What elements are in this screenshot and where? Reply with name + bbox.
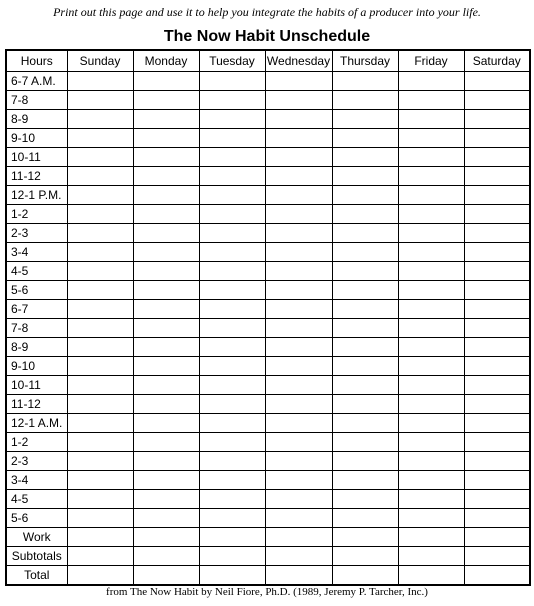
cell-saturday (464, 300, 530, 319)
hour-label: 11-12 (6, 167, 67, 186)
cell-wednesday (265, 281, 332, 300)
cell-friday (398, 376, 464, 395)
cell-friday (398, 433, 464, 452)
hour-label: 5-6 (6, 509, 67, 528)
cell-thursday (332, 338, 398, 357)
cell-monday (133, 528, 199, 547)
cell-tuesday (199, 471, 265, 490)
hour-label: 8-9 (6, 110, 67, 129)
cell-sunday (67, 376, 133, 395)
cell-thursday (332, 490, 398, 509)
cell-sunday (67, 167, 133, 186)
column-header-tuesday: Tuesday (199, 50, 265, 72)
cell-wednesday (265, 148, 332, 167)
cell-thursday (332, 148, 398, 167)
cell-tuesday (199, 186, 265, 205)
cell-saturday (464, 471, 530, 490)
cell-saturday (464, 167, 530, 186)
cell-wednesday (265, 547, 332, 566)
hour-label: 1-2 (6, 205, 67, 224)
cell-sunday (67, 433, 133, 452)
hour-label: Work (6, 528, 67, 547)
cell-thursday (332, 91, 398, 110)
cell-monday (133, 547, 199, 566)
cell-thursday (332, 566, 398, 586)
cell-monday (133, 452, 199, 471)
hour-label: 12-1 A.M. (6, 414, 67, 433)
table-row (6, 167, 530, 186)
cell-thursday (332, 167, 398, 186)
cell-thursday (332, 319, 398, 338)
cell-friday (398, 300, 464, 319)
cell-saturday (464, 357, 530, 376)
cell-monday (133, 110, 199, 129)
cell-saturday (464, 509, 530, 528)
cell-thursday (332, 72, 398, 91)
cell-saturday (464, 376, 530, 395)
cell-friday (398, 528, 464, 547)
cell-wednesday (265, 452, 332, 471)
cell-monday (133, 72, 199, 91)
cell-monday (133, 281, 199, 300)
cell-thursday (332, 528, 398, 547)
cell-friday (398, 395, 464, 414)
cell-friday (398, 509, 464, 528)
cell-friday (398, 205, 464, 224)
table-row (6, 414, 530, 433)
unschedule-table (5, 49, 531, 586)
schedule-body (6, 72, 530, 586)
cell-saturday (464, 281, 530, 300)
table-row (6, 509, 530, 528)
table-row (6, 300, 530, 319)
cell-friday (398, 414, 464, 433)
cell-wednesday (265, 186, 332, 205)
cell-tuesday (199, 243, 265, 262)
table-row (6, 395, 530, 414)
cell-wednesday (265, 528, 332, 547)
hour-label: 5-6 (6, 281, 67, 300)
table-row (6, 490, 530, 509)
cell-wednesday (265, 300, 332, 319)
cell-sunday (67, 110, 133, 129)
cell-saturday (464, 490, 530, 509)
cell-monday (133, 566, 199, 586)
cell-friday (398, 281, 464, 300)
cell-sunday (67, 509, 133, 528)
cell-friday (398, 566, 464, 586)
column-header-thursday: Thursday (332, 50, 398, 72)
cell-monday (133, 243, 199, 262)
cell-tuesday (199, 148, 265, 167)
cell-saturday (464, 262, 530, 281)
cell-sunday (67, 547, 133, 566)
cell-sunday (67, 490, 133, 509)
cell-monday (133, 148, 199, 167)
cell-saturday (464, 319, 530, 338)
cell-friday (398, 72, 464, 91)
table-row (6, 452, 530, 471)
cell-wednesday (265, 490, 332, 509)
cell-monday (133, 414, 199, 433)
cell-wednesday (265, 414, 332, 433)
table-row (6, 433, 530, 452)
cell-saturday (464, 91, 530, 110)
cell-monday (133, 433, 199, 452)
cell-saturday (464, 528, 530, 547)
cell-tuesday (199, 452, 265, 471)
hour-label: 8-9 (6, 338, 67, 357)
cell-tuesday (199, 167, 265, 186)
cell-sunday (67, 281, 133, 300)
header-row (6, 50, 530, 72)
cell-tuesday (199, 262, 265, 281)
table-row (6, 224, 530, 243)
hour-label: 3-4 (6, 243, 67, 262)
cell-thursday (332, 281, 398, 300)
hour-label: 10-11 (6, 376, 67, 395)
column-header-hours: Hours (6, 50, 67, 72)
table-row (6, 547, 530, 566)
table-row (6, 471, 530, 490)
hour-label: 2-3 (6, 452, 67, 471)
cell-friday (398, 148, 464, 167)
cell-monday (133, 319, 199, 338)
cell-tuesday (199, 72, 265, 91)
cell-tuesday (199, 528, 265, 547)
cell-thursday (332, 110, 398, 129)
table-row (6, 566, 530, 586)
cell-saturday (464, 110, 530, 129)
cell-wednesday (265, 72, 332, 91)
cell-wednesday (265, 91, 332, 110)
cell-friday (398, 338, 464, 357)
table-row (6, 357, 530, 376)
cell-monday (133, 91, 199, 110)
cell-saturday (464, 186, 530, 205)
cell-sunday (67, 319, 133, 338)
cell-sunday (67, 471, 133, 490)
cell-saturday (464, 148, 530, 167)
cell-friday (398, 167, 464, 186)
cell-friday (398, 224, 464, 243)
cell-monday (133, 471, 199, 490)
cell-sunday (67, 205, 133, 224)
table-row (6, 338, 530, 357)
cell-friday (398, 91, 464, 110)
cell-sunday (67, 224, 133, 243)
cell-thursday (332, 395, 398, 414)
cell-tuesday (199, 395, 265, 414)
page-title: The Now Habit Unschedule (163, 28, 371, 45)
cell-saturday (464, 452, 530, 471)
cell-monday (133, 509, 199, 528)
cell-monday (133, 205, 199, 224)
cell-wednesday (265, 110, 332, 129)
cell-wednesday (265, 224, 332, 243)
table-row (6, 281, 530, 300)
cell-tuesday (199, 224, 265, 243)
cell-friday (398, 547, 464, 566)
hour-label: 4-5 (6, 490, 67, 509)
footer-citation: from The Now Habit by Neil Fiore, Ph.D. (1989, Jeremy P. Tarcher, Inc.) (106, 586, 428, 598)
cell-thursday (332, 129, 398, 148)
cell-monday (133, 300, 199, 319)
cell-saturday (464, 414, 530, 433)
cell-tuesday (199, 357, 265, 376)
cell-monday (133, 338, 199, 357)
column-header-monday: Monday (133, 50, 199, 72)
cell-sunday (67, 395, 133, 414)
cell-sunday (67, 338, 133, 357)
cell-thursday (332, 262, 398, 281)
cell-friday (398, 243, 464, 262)
cell-sunday (67, 414, 133, 433)
cell-sunday (67, 186, 133, 205)
cell-tuesday (199, 433, 265, 452)
cell-thursday (332, 414, 398, 433)
cell-sunday (67, 357, 133, 376)
cell-friday (398, 186, 464, 205)
hour-label: 4-5 (6, 262, 67, 281)
hour-label: Total (6, 566, 67, 586)
cell-sunday (67, 566, 133, 586)
cell-thursday (332, 300, 398, 319)
cell-friday (398, 262, 464, 281)
column-header-saturday: Saturday (464, 50, 530, 72)
cell-sunday (67, 528, 133, 547)
cell-wednesday (265, 509, 332, 528)
cell-wednesday (265, 262, 332, 281)
cell-wednesday (265, 433, 332, 452)
cell-saturday (464, 547, 530, 566)
cell-wednesday (265, 129, 332, 148)
cell-wednesday (265, 167, 332, 186)
cell-thursday (332, 509, 398, 528)
cell-friday (398, 319, 464, 338)
cell-tuesday (199, 338, 265, 357)
hour-label: 6-7 (6, 300, 67, 319)
cell-tuesday (199, 281, 265, 300)
cell-wednesday (265, 395, 332, 414)
cell-wednesday (265, 357, 332, 376)
cell-friday (398, 452, 464, 471)
cell-thursday (332, 452, 398, 471)
cell-monday (133, 357, 199, 376)
cell-wednesday (265, 566, 332, 586)
hour-label: 1-2 (6, 433, 67, 452)
hour-label: 2-3 (6, 224, 67, 243)
cell-thursday (332, 471, 398, 490)
hour-label: 12-1 P.M. (6, 186, 67, 205)
cell-sunday (67, 129, 133, 148)
cell-wednesday (265, 205, 332, 224)
cell-friday (398, 129, 464, 148)
cell-wednesday (265, 471, 332, 490)
cell-tuesday (199, 91, 265, 110)
cell-sunday (67, 452, 133, 471)
table-row (6, 110, 530, 129)
cell-monday (133, 490, 199, 509)
cell-tuesday (199, 205, 265, 224)
cell-thursday (332, 357, 398, 376)
cell-friday (398, 357, 464, 376)
hour-label: 7-8 (6, 319, 67, 338)
cell-thursday (332, 186, 398, 205)
cell-sunday (67, 300, 133, 319)
cell-tuesday (199, 376, 265, 395)
column-header-wednesday: Wednesday (265, 50, 332, 72)
table-row (6, 72, 530, 91)
hour-label: 9-10 (6, 357, 67, 376)
cell-wednesday (265, 319, 332, 338)
cell-monday (133, 186, 199, 205)
cell-sunday (67, 91, 133, 110)
hour-label: 3-4 (6, 471, 67, 490)
cell-tuesday (199, 300, 265, 319)
cell-monday (133, 395, 199, 414)
table-row (6, 528, 530, 547)
hour-label: 7-8 (6, 91, 67, 110)
cell-saturday (464, 338, 530, 357)
cell-tuesday (199, 490, 265, 509)
table-row (6, 129, 530, 148)
table-row (6, 148, 530, 167)
cell-thursday (332, 433, 398, 452)
hour-label: 9-10 (6, 129, 67, 148)
cell-thursday (332, 376, 398, 395)
cell-tuesday (199, 509, 265, 528)
cell-saturday (464, 205, 530, 224)
table-row (6, 376, 530, 395)
cell-wednesday (265, 243, 332, 262)
cell-friday (398, 471, 464, 490)
table-row (6, 186, 530, 205)
cell-thursday (332, 224, 398, 243)
table-row (6, 205, 530, 224)
hour-label: 10-11 (6, 148, 67, 167)
cell-saturday (464, 243, 530, 262)
instruction-text: Print out this page and use it to help you integrate the habits of a producer into your life. (53, 5, 481, 19)
cell-friday (398, 490, 464, 509)
cell-saturday (464, 433, 530, 452)
cell-tuesday (199, 319, 265, 338)
cell-thursday (332, 547, 398, 566)
cell-saturday (464, 129, 530, 148)
cell-thursday (332, 205, 398, 224)
cell-thursday (332, 243, 398, 262)
table-row (6, 262, 530, 281)
cell-sunday (67, 243, 133, 262)
hour-label: 6-7 A.M. (6, 72, 67, 91)
table-row (6, 243, 530, 262)
column-header-friday: Friday (398, 50, 464, 72)
cell-wednesday (265, 376, 332, 395)
column-header-sunday: Sunday (67, 50, 133, 72)
cell-monday (133, 129, 199, 148)
cell-saturday (464, 224, 530, 243)
cell-tuesday (199, 547, 265, 566)
cell-monday (133, 376, 199, 395)
cell-sunday (67, 262, 133, 281)
cell-monday (133, 224, 199, 243)
cell-saturday (464, 395, 530, 414)
cell-tuesday (199, 129, 265, 148)
hour-label: 11-12 (6, 395, 67, 414)
table-row (6, 319, 530, 338)
cell-saturday (464, 72, 530, 91)
cell-monday (133, 262, 199, 281)
cell-saturday (464, 566, 530, 586)
cell-sunday (67, 72, 133, 91)
cell-sunday (67, 148, 133, 167)
cell-tuesday (199, 566, 265, 586)
cell-tuesday (199, 414, 265, 433)
table-row (6, 91, 530, 110)
cell-wednesday (265, 338, 332, 357)
cell-monday (133, 167, 199, 186)
cell-tuesday (199, 110, 265, 129)
hour-label: Subtotals (6, 547, 67, 566)
cell-friday (398, 110, 464, 129)
